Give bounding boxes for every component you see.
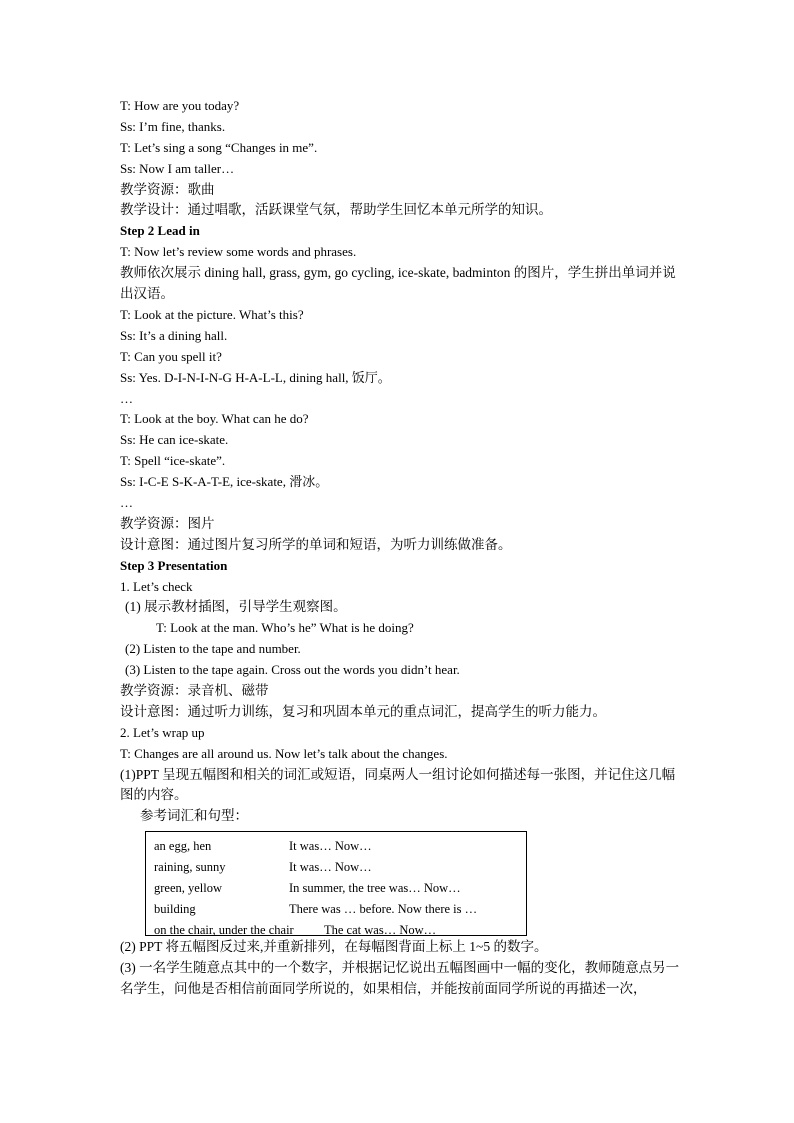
dialog-line: T: How are you today? — [120, 98, 240, 113]
subsection-title: 2. Let’s wrap up — [120, 724, 205, 740]
reference-vocab: raining, sunny — [154, 860, 226, 875]
reference-pattern: The cat was… Now… — [324, 922, 437, 937]
reference-table — [145, 831, 527, 936]
reference-pattern: In summer, the tree was… Now… — [289, 881, 461, 896]
document-page — [120, 96, 680, 1000]
ellipsis: … — [120, 390, 133, 406]
step2-heading: Step 2 Lead in — [120, 223, 200, 239]
reference-vocab: building — [154, 901, 196, 916]
dialog-line: Ss: I’m fine, thanks. — [120, 118, 226, 134]
dialog-line: T: Let’s sing a song “Changes in me”. — [120, 139, 318, 155]
reference-vocab: green, yellow — [154, 881, 223, 896]
reference-vocab: on the chair, under the chair — [154, 922, 294, 937]
reference-pattern: It was… Now… — [289, 839, 372, 854]
dialog-line: T: Changes are all around us. Now let’s talk about the changes. — [120, 745, 448, 761]
wrap-item: (2) PPT 将五幅图反过来,并重新排列，在每幅图背面上标上 1~5 的数字。 — [120, 939, 548, 955]
resource-line: 教学资源：歌曲 — [120, 181, 215, 197]
reference-row — [154, 836, 526, 857]
dialog-line: Ss: Yes. D-I-N-I-N-G H-A-L-L, dining hall, 饭厅。 — [120, 369, 391, 385]
check-item: (2) Listen to the tape and number. — [125, 641, 301, 657]
check-item: (3) Listen to the tape again. Cross out the words you didn’t hear. — [125, 662, 460, 678]
reference-pattern: It was… Now… — [289, 860, 372, 875]
design-line: 教学设计：通过唱歌，活跃课堂气氛，帮助学生回忆本单元所学的知识。 — [120, 202, 552, 218]
dialog-line: T: Now let’s review some words and phrases. — [120, 244, 357, 260]
check-item: T: Look at the man. Who’s he” What is he doing? — [156, 620, 414, 636]
dialog-line: T: Look at the picture. What’s this? — [120, 306, 304, 322]
subsection-title: 1. Let’s check — [120, 578, 193, 594]
reference-row — [154, 857, 526, 878]
dialog-line: Ss: It’s a dining hall. — [120, 327, 228, 343]
ellipsis: … — [120, 494, 133, 510]
intent-line: 设计意图：通过听力训练，复习和巩固本单元的重点词汇，提高学生的听力能力。 — [120, 703, 606, 719]
resource-line: 教学资源：图片 — [120, 515, 215, 531]
wrap-item: (1)PPT 呈现五幅图和相关的词汇或短语，同桌两人一组讨论如何描述每一张图，并记住这几幅图的内容。 — [120, 766, 676, 803]
dialog-line: T: Can you spell it? — [120, 348, 222, 364]
dialog-line: T: Spell “ice-skate”. — [120, 453, 226, 469]
dialog-line: Ss: Now I am taller… — [120, 160, 235, 176]
reference-row — [154, 899, 526, 920]
reference-label: 参考词汇和句型： — [140, 808, 248, 824]
reference-pattern: There was … before. Now there is … — [289, 901, 478, 916]
wrap-item: (3) 一名学生随意点其中的一个数字，并根据记忆说出五幅图画中一幅的变化，教师随意点另一名学生，问他是否相信前面同学所说的，如果相信，并能按前面同学所说的再描述一次， — [120, 960, 680, 997]
step3-heading: Step 3 Presentation — [120, 557, 228, 573]
reference-row — [154, 878, 526, 899]
dialog-line: Ss: He can ice-skate. — [120, 432, 229, 448]
dialog-line: T: Look at the boy. What can he do? — [120, 411, 309, 427]
teacher-note: 教师依次展示 dining hall, grass, gym, go cycling, ice-skate, badminton 的图片，学生拼出单词并说出汉语。 — [120, 265, 676, 302]
reference-vocab: an egg, hen — [154, 839, 212, 854]
check-item: (1) 展示教材插图，引导学生观察图。 — [125, 599, 347, 615]
dialog-line: Ss: I-C-E S-K-A-T-E, ice-skate, 滑冰。 — [120, 474, 329, 490]
intent-line: 设计意图：通过图片复习所学的单词和短语，为听力训练做准备。 — [120, 536, 512, 552]
resource-line: 教学资源：录音机、磁带 — [120, 682, 269, 698]
